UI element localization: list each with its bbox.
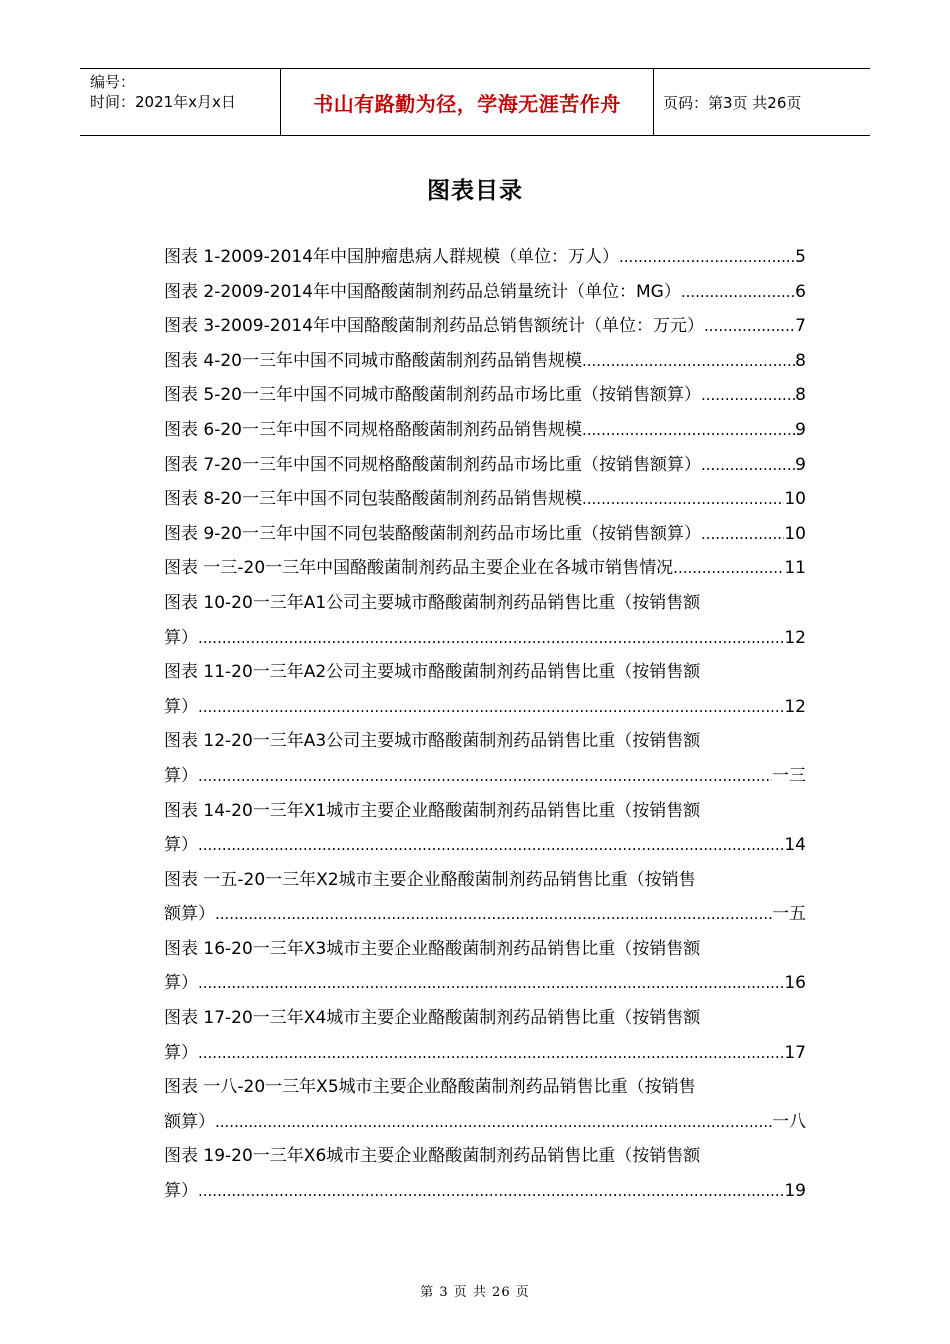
toc-entry-text: 图表 14-20一三年X1城市主要企业酪酸菌制剂药品销售比重（按销售额 bbox=[164, 800, 701, 821]
toc-entry-text: 图表 16-20一三年X3城市主要企业酪酸菌制剂药品销售比重（按销售额 bbox=[164, 938, 701, 959]
toc-entry[interactable] bbox=[164, 863, 806, 932]
toc-entry[interactable] bbox=[164, 309, 806, 344]
toc-entry-text: 算） bbox=[164, 1042, 198, 1063]
toc-page-number: 17 bbox=[784, 1042, 806, 1063]
toc-leader-dots bbox=[582, 482, 784, 517]
toc-entry-line bbox=[164, 966, 806, 1001]
toc-entry-text: 图表 10-20一三年A1公司主要城市酪酸菌制剂药品销售比重（按销售额 bbox=[164, 592, 701, 613]
document-date: 时间：2021年x月x日 bbox=[90, 93, 236, 111]
toc-leader-dots bbox=[215, 1105, 772, 1140]
toc-entry[interactable] bbox=[164, 724, 806, 793]
page-footer: 第 3 页 共 26 页 bbox=[420, 1285, 530, 1300]
toc-leader-dots bbox=[701, 517, 784, 552]
toc-entry-line bbox=[164, 240, 806, 275]
toc-entry-line bbox=[164, 551, 806, 586]
toc-leader-dots bbox=[701, 448, 795, 483]
toc-entry-line bbox=[164, 1174, 806, 1209]
toc-entry-text: 图表 一八-20一三年X5城市主要企业酪酸菌制剂药品销售比重（按销售 bbox=[164, 1077, 696, 1098]
toc-page-number: 12 bbox=[784, 627, 806, 648]
toc-entry-text: 算） bbox=[164, 765, 198, 786]
toc-entry-line bbox=[164, 344, 806, 379]
toc-entry-line bbox=[164, 517, 806, 552]
toc-leader-dots bbox=[704, 309, 795, 344]
toc-entry[interactable] bbox=[164, 655, 806, 724]
toc-leader-dots bbox=[198, 828, 784, 863]
toc-entry-text: 图表 19-20一三年X6城市主要企业酪酸菌制剂药品销售比重（按销售额 bbox=[164, 1146, 701, 1167]
toc-entry-text: 图表 8-20一三年中国不同包装酪酸菌制剂药品销售规模 bbox=[164, 489, 582, 510]
toc-leader-dots bbox=[198, 759, 772, 794]
toc-leader-dots bbox=[673, 551, 784, 586]
toc-entry[interactable] bbox=[164, 932, 806, 1001]
toc-entry-line bbox=[164, 828, 806, 863]
toc-leader-dots bbox=[701, 378, 795, 413]
toc-entry-line bbox=[164, 690, 806, 725]
toc-entry-line bbox=[164, 413, 806, 448]
header-motto-cell bbox=[281, 69, 654, 135]
toc-page-number: 5 bbox=[795, 247, 806, 267]
toc-page-number: 10 bbox=[784, 489, 806, 510]
toc-entry-line bbox=[164, 759, 806, 794]
toc-entry-text: 图表 6-20一三年中国不同规格酪酸菌制剂药品销售规模 bbox=[164, 419, 582, 440]
toc-entry-text: 算） bbox=[164, 973, 198, 994]
toc-leader-dots bbox=[198, 1036, 784, 1071]
toc-entry-text: 算） bbox=[164, 627, 198, 648]
toc-list bbox=[164, 240, 806, 1209]
toc-page-number: 10 bbox=[784, 523, 806, 544]
header-left-cell bbox=[80, 69, 281, 135]
toc-page-number: 一五 bbox=[772, 904, 806, 925]
toc-entry-text: 图表 9-20一三年中国不同包装酪酸菌制剂药品市场比重（按销售额算） bbox=[164, 523, 701, 544]
toc-page-number: 19 bbox=[784, 1181, 806, 1202]
toc-leader-dots bbox=[198, 1174, 784, 1209]
toc-entry-text: 图表 1-2009-2014年中国肿瘤患病人群规模（单位：万人） bbox=[164, 247, 620, 267]
toc-entry[interactable] bbox=[164, 586, 806, 655]
toc-entry[interactable] bbox=[164, 517, 806, 552]
toc-page-number: 一三 bbox=[772, 765, 806, 786]
toc-leader-dots bbox=[582, 344, 795, 379]
toc-entry[interactable] bbox=[164, 1139, 806, 1208]
toc-page-number: 9 bbox=[795, 419, 806, 440]
toc-entry[interactable] bbox=[164, 794, 806, 863]
toc-leader-dots bbox=[198, 690, 784, 725]
toc-leader-dots bbox=[198, 966, 784, 1001]
page-title: 图表目录 bbox=[427, 178, 523, 204]
toc-page-number: 6 bbox=[795, 281, 806, 302]
toc-page-number: 14 bbox=[784, 835, 806, 856]
toc-page-number: 9 bbox=[795, 454, 806, 475]
toc-entry-line bbox=[164, 1036, 806, 1071]
toc-leader-dots bbox=[582, 413, 795, 448]
toc-entry-line bbox=[164, 482, 806, 517]
toc-entry-text: 算） bbox=[164, 696, 198, 717]
toc-entry-text: 额算） bbox=[164, 1111, 215, 1132]
toc-page-number: 7 bbox=[795, 316, 806, 337]
toc-entry-text: 图表 5-20一三年中国不同城市酪酸菌制剂药品市场比重（按销售额算） bbox=[164, 385, 701, 406]
toc-page-number: 8 bbox=[795, 385, 806, 406]
toc-entry[interactable] bbox=[164, 344, 806, 379]
toc-entry[interactable] bbox=[164, 1001, 806, 1070]
toc-entry[interactable] bbox=[164, 413, 806, 448]
toc-entry-text: 图表 7-20一三年中国不同规格酪酸菌制剂药品市场比重（按销售额算） bbox=[164, 454, 701, 475]
toc-entry-text: 图表 17-20一三年X4城市主要企业酪酸菌制剂药品销售比重（按销售额 bbox=[164, 1008, 701, 1029]
toc-entry[interactable] bbox=[164, 448, 806, 483]
toc-entry[interactable] bbox=[164, 275, 806, 310]
toc-entry-text: 图表 一五-20一三年X2城市主要企业酪酸菌制剂药品销售比重（按销售 bbox=[164, 869, 696, 890]
toc-leader-dots bbox=[681, 275, 795, 310]
toc-entry-line bbox=[164, 448, 806, 483]
toc-leader-dots bbox=[215, 897, 772, 932]
toc-entry[interactable] bbox=[164, 1070, 806, 1139]
toc-page-number: 12 bbox=[784, 696, 806, 717]
toc-leader-dots bbox=[198, 621, 784, 656]
header-motto: 书山有路勤为径，学海无涯苦作舟 bbox=[313, 91, 621, 116]
toc-entry-text: 额算） bbox=[164, 904, 215, 925]
toc-entry-line bbox=[164, 378, 806, 413]
toc-entry-text: 图表 12-20一三年A3公司主要城市酪酸菌制剂药品销售比重（按销售额 bbox=[164, 731, 701, 752]
toc-entry-text: 图表 一三-20一三年中国酪酸菌制剂药品主要企业在各城市销售情况 bbox=[164, 558, 674, 579]
document-number-label: 编号： bbox=[90, 73, 136, 91]
toc-entry-text: 图表 2-2009-2014年中国酪酸菌制剂药品总销量统计（单位：MG） bbox=[164, 281, 681, 302]
toc-entry[interactable] bbox=[164, 240, 806, 275]
toc-page-number: 8 bbox=[795, 350, 806, 371]
toc-leader-dots bbox=[619, 240, 795, 275]
toc-entry[interactable] bbox=[164, 551, 806, 586]
toc-entry-text: 图表 3-2009-2014年中国酪酸菌制剂药品总销售额统计（单位：万元） bbox=[164, 316, 705, 337]
header-table bbox=[80, 68, 870, 136]
toc-page-number: 16 bbox=[784, 973, 806, 994]
toc-entry-line bbox=[164, 275, 806, 310]
toc-entry-line bbox=[164, 897, 806, 932]
toc-entry-text: 图表 4-20一三年中国不同城市酪酸菌制剂药品销售规模 bbox=[164, 350, 582, 371]
toc-entry[interactable] bbox=[164, 482, 806, 517]
header-page-info: 页码：第3页 共26页 bbox=[663, 93, 802, 112]
toc-page-number: 一八 bbox=[772, 1111, 806, 1132]
toc-entry-text: 算） bbox=[164, 835, 198, 856]
toc-entry-text: 算） bbox=[164, 1181, 198, 1202]
toc-entry-line bbox=[164, 309, 806, 344]
toc-entry[interactable] bbox=[164, 378, 806, 413]
toc-entry-text: 图表 11-20一三年A2公司主要城市酪酸菌制剂药品销售比重（按销售额 bbox=[164, 662, 701, 683]
toc-entry-line bbox=[164, 621, 806, 656]
toc-entry-line bbox=[164, 1105, 806, 1140]
toc-page-number: 11 bbox=[784, 558, 806, 579]
